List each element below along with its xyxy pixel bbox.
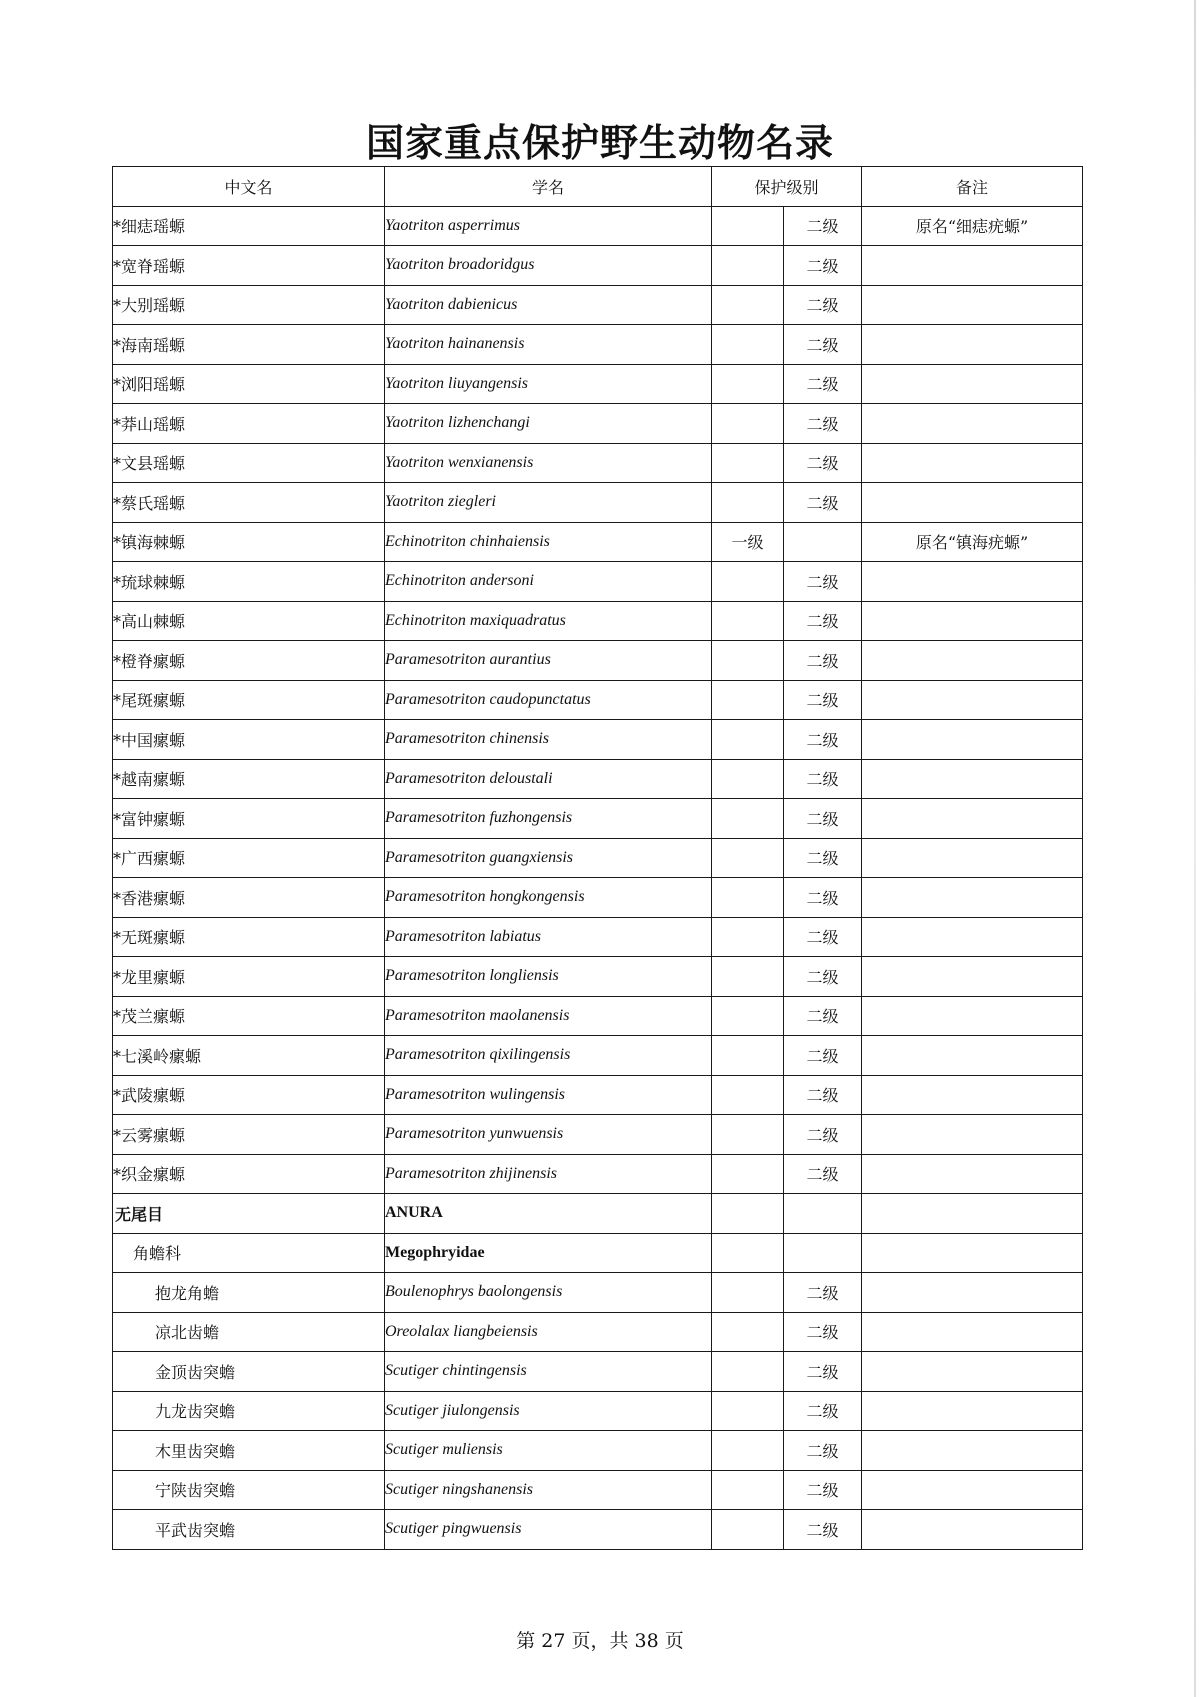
level-one-cell — [712, 364, 784, 404]
chinese-name-cell: *越南瘰螈 — [113, 759, 385, 799]
page-number: 第 27 页，共 38 页 — [516, 1630, 684, 1652]
table-row — [113, 1036, 1083, 1076]
scientific-name-cell: Paramesotriton labiatus — [385, 917, 712, 957]
chinese-name-cell: *海南瑶螈 — [113, 325, 385, 365]
chinese-name-cell: *茂兰瘰螈 — [113, 996, 385, 1036]
chinese-name-cell: *莽山瑶螈 — [113, 404, 385, 444]
table-row — [113, 957, 1083, 997]
remarks-cell — [862, 1470, 1083, 1510]
remarks-cell — [862, 878, 1083, 918]
level-two-cell: 二级 — [784, 957, 862, 997]
table-row — [113, 364, 1083, 404]
chinese-name-cell: *高山棘螈 — [113, 601, 385, 641]
scientific-name-cell: Yaotriton lizhenchangi — [385, 404, 712, 444]
level-one-cell — [712, 996, 784, 1036]
remarks-cell — [862, 680, 1083, 720]
header-chinese-name: 中文名 — [113, 167, 385, 207]
chinese-name-cell: *云雾瘰螈 — [113, 1115, 385, 1155]
level-one-cell — [712, 1352, 784, 1392]
table-row — [113, 1273, 1083, 1313]
level-one-cell — [712, 206, 784, 246]
level-one-cell — [712, 443, 784, 483]
remarks-cell — [862, 483, 1083, 523]
table-row — [113, 680, 1083, 720]
level-two-cell: 二级 — [784, 206, 862, 246]
chinese-name-cell: *蔡氏瑶螈 — [113, 483, 385, 523]
chinese-name-cell: *织金瘰螈 — [113, 1154, 385, 1194]
remarks-cell — [862, 641, 1083, 681]
scientific-name-cell: Paramesotriton wulingensis — [385, 1075, 712, 1115]
remarks-cell — [862, 1154, 1083, 1194]
chinese-name-cell: *富钟瘰螈 — [113, 799, 385, 839]
scientific-name-cell: Paramesotriton qixilingensis — [385, 1036, 712, 1076]
level-one-cell — [712, 562, 784, 602]
remarks-cell — [862, 1352, 1083, 1392]
level-one-cell — [712, 641, 784, 681]
table-row — [113, 996, 1083, 1036]
table-row — [113, 443, 1083, 483]
remarks-cell — [862, 759, 1083, 799]
table-row — [113, 1115, 1083, 1155]
header-scientific-name: 学名 — [385, 167, 712, 207]
table-row — [113, 483, 1083, 523]
scientific-name-cell: Paramesotriton yunwuensis — [385, 1115, 712, 1155]
level-one-cell — [712, 1391, 784, 1431]
remarks-cell — [862, 917, 1083, 957]
level-two-cell: 二级 — [784, 838, 862, 878]
level-two-cell: 二级 — [784, 1154, 862, 1194]
scientific-name-cell: Paramesotriton deloustali — [385, 759, 712, 799]
level-two-cell: 二级 — [784, 1273, 862, 1313]
scientific-name-cell: Echinotriton maxiquadratus — [385, 601, 712, 641]
table-row — [113, 838, 1083, 878]
level-one-cell — [712, 1510, 784, 1550]
scientific-name-cell: Yaotriton hainanensis — [385, 325, 712, 365]
table-row — [113, 601, 1083, 641]
table-row — [113, 1391, 1083, 1431]
level-one-cell — [712, 404, 784, 444]
table-row — [113, 1352, 1083, 1392]
chinese-name-cell: *尾斑瘰螈 — [113, 680, 385, 720]
table-header-row — [113, 167, 1083, 207]
chinese-name-cell: *广西瘰螈 — [113, 838, 385, 878]
level-two-cell: 二级 — [784, 443, 862, 483]
remarks-cell — [862, 1431, 1083, 1471]
scientific-name-cell: Yaotriton liuyangensis — [385, 364, 712, 404]
table-row — [113, 917, 1083, 957]
remarks-cell — [862, 601, 1083, 641]
chinese-name-cell: 抱龙角蟾 — [113, 1273, 385, 1313]
scientific-name-cell: Yaotriton asperrimus — [385, 206, 712, 246]
scientific-name-cell: Megophryidae — [385, 1233, 712, 1273]
scientific-name-cell: Scutiger jiulongensis — [385, 1391, 712, 1431]
table-row — [113, 799, 1083, 839]
level-two-cell — [784, 1194, 862, 1234]
remarks-cell — [862, 799, 1083, 839]
level-two-cell: 二级 — [784, 404, 862, 444]
scientific-name-cell: Paramesotriton maolanensis — [385, 996, 712, 1036]
scientific-name-cell: Boulenophrys baolongensis — [385, 1273, 712, 1313]
remarks-cell — [862, 1391, 1083, 1431]
table-row — [113, 562, 1083, 602]
chinese-name-cell: *无斑瘰螈 — [113, 917, 385, 957]
level-two-cell: 二级 — [784, 1431, 862, 1471]
level-one-cell — [712, 957, 784, 997]
remarks-cell — [862, 285, 1083, 325]
scientific-name-cell: Scutiger ningshanensis — [385, 1470, 712, 1510]
table-row — [113, 522, 1083, 562]
level-two-cell: 二级 — [784, 364, 862, 404]
level-one-cell — [712, 1075, 784, 1115]
level-one-cell — [712, 917, 784, 957]
chinese-name-cell: *武陵瘰螈 — [113, 1075, 385, 1115]
table-row — [113, 1470, 1083, 1510]
level-one-cell — [712, 246, 784, 286]
chinese-name-cell: *龙里瘰螈 — [113, 957, 385, 997]
level-two-cell: 二级 — [784, 1075, 862, 1115]
remarks-cell — [862, 1510, 1083, 1550]
chinese-name-cell: *细痣瑶螈 — [113, 206, 385, 246]
chinese-name-cell: *琉球棘螈 — [113, 562, 385, 602]
level-two-cell: 二级 — [784, 799, 862, 839]
level-one-cell — [712, 759, 784, 799]
level-one-cell — [712, 1312, 784, 1352]
remarks-cell: 原名“细痣疣螈” — [862, 206, 1083, 246]
level-one-cell — [712, 1470, 784, 1510]
chinese-name-cell: *宽脊瑶螈 — [113, 246, 385, 286]
level-two-cell: 二级 — [784, 601, 862, 641]
table-row — [113, 720, 1083, 760]
scan-edge-line — [1194, 0, 1196, 1697]
level-one-cell: 一级 — [712, 522, 784, 562]
table-row — [113, 206, 1083, 246]
scientific-name-cell: Scutiger chintingensis — [385, 1352, 712, 1392]
chinese-name-cell: 木里齿突蟾 — [113, 1431, 385, 1471]
chinese-name-cell: 九龙齿突蟾 — [113, 1391, 385, 1431]
remarks-cell — [862, 1194, 1083, 1234]
remarks-cell — [862, 325, 1083, 365]
scientific-name-cell: Paramesotriton aurantius — [385, 641, 712, 681]
level-two-cell: 二级 — [784, 285, 862, 325]
level-two-cell: 二级 — [784, 1470, 862, 1510]
remarks-cell — [862, 443, 1083, 483]
table-row — [113, 1431, 1083, 1471]
chinese-name-cell: *大别瑶螈 — [113, 285, 385, 325]
scientific-name-cell: Yaotriton dabienicus — [385, 285, 712, 325]
chinese-name-cell: *七溪岭瘰螈 — [113, 1036, 385, 1076]
header-protection-level: 保护级别 — [712, 167, 862, 207]
level-one-cell — [712, 285, 784, 325]
scientific-name-cell: Paramesotriton hongkongensis — [385, 878, 712, 918]
level-two-cell: 二级 — [784, 1036, 862, 1076]
level-two-cell: 二级 — [784, 1510, 862, 1550]
page-title: 国家重点保护野生动物名录 — [365, 120, 834, 165]
chinese-name-cell: *中国瘰螈 — [113, 720, 385, 760]
level-one-cell — [712, 325, 784, 365]
remarks-cell — [862, 1273, 1083, 1313]
table-row — [113, 1312, 1083, 1352]
table-row — [113, 641, 1083, 681]
remarks-cell — [862, 364, 1083, 404]
remarks-cell — [862, 1233, 1083, 1273]
chinese-name-cell: *香港瘰螈 — [113, 878, 385, 918]
level-one-cell — [712, 720, 784, 760]
species-table — [112, 166, 1083, 1550]
remarks-cell — [862, 246, 1083, 286]
chinese-name-cell: *浏阳瑶螈 — [113, 364, 385, 404]
chinese-name-cell: 凉北齿蟾 — [113, 1312, 385, 1352]
table-row — [113, 285, 1083, 325]
scientific-name-cell: Scutiger muliensis — [385, 1431, 712, 1471]
remarks-cell — [862, 404, 1083, 444]
table-row — [113, 1154, 1083, 1194]
table-row — [113, 1233, 1083, 1273]
scientific-name-cell: Paramesotriton zhijinensis — [385, 1154, 712, 1194]
remarks-cell — [862, 957, 1083, 997]
remarks-cell — [862, 1312, 1083, 1352]
table-row — [113, 246, 1083, 286]
level-one-cell — [712, 1194, 784, 1234]
table-row — [113, 404, 1083, 444]
chinese-name-cell: 平武齿突蟾 — [113, 1510, 385, 1550]
remarks-cell — [862, 720, 1083, 760]
remarks-cell — [862, 838, 1083, 878]
scientific-name-cell: ANURA — [385, 1194, 712, 1234]
scientific-name-cell: Yaotriton ziegleri — [385, 483, 712, 523]
scientific-name-cell: Paramesotriton longliensis — [385, 957, 712, 997]
table-row — [113, 325, 1083, 365]
level-one-cell — [712, 1431, 784, 1471]
scientific-name-cell: Paramesotriton fuzhongensis — [385, 799, 712, 839]
scientific-name-cell: Scutiger pingwuensis — [385, 1510, 712, 1550]
level-two-cell — [784, 1233, 862, 1273]
remarks-cell: 原名“镇海疣螈” — [862, 522, 1083, 562]
chinese-name-cell: 宁陕齿突蟾 — [113, 1470, 385, 1510]
scientific-name-cell: Echinotriton andersoni — [385, 562, 712, 602]
scientific-name-cell: Echinotriton chinhaiensis — [385, 522, 712, 562]
table-row — [113, 1075, 1083, 1115]
level-two-cell: 二级 — [784, 720, 862, 760]
scientific-name-cell: Paramesotriton guangxiensis — [385, 838, 712, 878]
header-remarks: 备注 — [862, 167, 1083, 207]
table-row — [113, 1194, 1083, 1234]
remarks-cell — [862, 562, 1083, 602]
level-two-cell: 二级 — [784, 246, 862, 286]
level-two-cell: 二级 — [784, 680, 862, 720]
scientific-name-cell: Yaotriton wenxianensis — [385, 443, 712, 483]
level-two-cell: 二级 — [784, 1312, 862, 1352]
level-one-cell — [712, 680, 784, 720]
level-one-cell — [712, 1233, 784, 1273]
chinese-name-cell: *镇海棘螈 — [113, 522, 385, 562]
level-one-cell — [712, 838, 784, 878]
scientific-name-cell: Yaotriton broadoridgus — [385, 246, 712, 286]
level-one-cell — [712, 878, 784, 918]
remarks-cell — [862, 1075, 1083, 1115]
table-body — [113, 206, 1083, 1549]
level-two-cell: 二级 — [784, 917, 862, 957]
table-row — [113, 759, 1083, 799]
level-one-cell — [712, 1036, 784, 1076]
level-two-cell: 二级 — [784, 641, 862, 681]
level-one-cell — [712, 799, 784, 839]
level-two-cell: 二级 — [784, 759, 862, 799]
scientific-name-cell: Paramesotriton caudopunctatus — [385, 680, 712, 720]
level-two-cell: 二级 — [784, 1352, 862, 1392]
level-one-cell — [712, 1154, 784, 1194]
chinese-name-cell: 角蟾科 — [113, 1233, 385, 1273]
scientific-name-cell: Paramesotriton chinensis — [385, 720, 712, 760]
chinese-name-cell: *橙脊瘰螈 — [113, 641, 385, 681]
table-row — [113, 1510, 1083, 1550]
level-one-cell — [712, 1273, 784, 1313]
chinese-name-cell: 无尾目 — [113, 1194, 385, 1234]
level-two-cell: 二级 — [784, 325, 862, 365]
remarks-cell — [862, 1036, 1083, 1076]
remarks-cell — [862, 1115, 1083, 1155]
level-one-cell — [712, 601, 784, 641]
level-two-cell: 二级 — [784, 562, 862, 602]
chinese-name-cell: *文县瑶螈 — [113, 443, 385, 483]
level-two-cell: 二级 — [784, 996, 862, 1036]
level-one-cell — [712, 1115, 784, 1155]
chinese-name-cell: 金顶齿突蟾 — [113, 1352, 385, 1392]
level-one-cell — [712, 483, 784, 523]
remarks-cell — [862, 996, 1083, 1036]
scientific-name-cell: Oreolalax liangbeiensis — [385, 1312, 712, 1352]
level-two-cell: 二级 — [784, 1391, 862, 1431]
level-two-cell: 二级 — [784, 483, 862, 523]
level-two-cell — [784, 522, 862, 562]
level-two-cell: 二级 — [784, 878, 862, 918]
table-row — [113, 878, 1083, 918]
level-two-cell: 二级 — [784, 1115, 862, 1155]
